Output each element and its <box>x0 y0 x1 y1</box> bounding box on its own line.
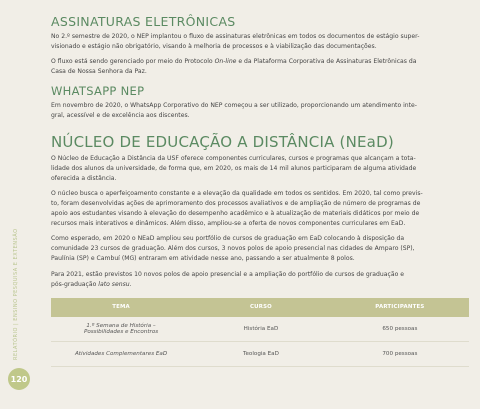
table-row <box>51 341 469 366</box>
paragraph-whatsapp: Em novembro de 2020, o WhatsApp Corporativo do NEP começou a ser utilizado, proporcionando um atendimento inte- gral, acessível e de excelência aos discentes. <box>51 102 418 120</box>
header-tema: TEMA <box>51 298 191 317</box>
heading-nead: NÚCLEO DE EDUCAÇÃO A DISTÂNCIA (NEaD) <box>51 132 394 151</box>
main-content <box>51 14 469 367</box>
paragraph-nead-4: Para 2021, estão previstos 10 novos polos de apoio presencial e a ampliação do portfólio de cursos de graduação e pós-graduação lato sensu. <box>51 270 405 288</box>
table-row <box>51 317 469 342</box>
cell-tema: Atividades Complementares EaD <box>51 341 191 366</box>
paragraph-assinaturas-1: No 2.º semestre de 2020, o NEP implantou o fluxo de assinaturas eletrônicas em todos os documentos de estágio super- visionado e estágio não obrigatório, visando à melhoria de processos e à viabilização das documentações. <box>51 33 420 51</box>
cell-participantes: 700 pessoas <box>331 341 469 366</box>
page-number-badge: 120 <box>8 368 30 390</box>
cell-curso: História EaD <box>191 317 331 342</box>
header-curso: CURSO <box>191 298 331 317</box>
heading-whatsapp: WHATSAPP NEP <box>51 84 145 99</box>
paragraph-nead-2: O núcleo busca o aperfeiçoamento constante e a elevação da qualidade em todos os sentidos. Em 2020, tal como previs- to, foram desenvolvidas ações de aprimoramento dos processos avaliativos e de ampliação de número de programas de apoio aos estudantes visando à elevação do desempenho acadêmico e à atualização de materiais didáticos por meio de recursos mais interativos e dinâmicos. Além disso, ampliou-se a oferta de novos componentes curriculares em EaD. <box>51 189 423 228</box>
paragraph-nead-1: O Núcleo de Educação a Distância da USF oferece componentes curriculares, cursos e programas que alcançam a tota- lidade dos alunos da universidade, de forma que, em 2020, os mais de 14 mil alunos participaram de alguma atividade oferecida a distância. <box>51 154 417 182</box>
side-running-label: RELATÓRIO | ENSINO PESQUISA E EXTENSÃO <box>13 228 19 360</box>
header-participantes: PARTICIPANTES <box>331 298 469 317</box>
paragraph-assinaturas-2: O fluxo está sendo gerenciado por meio do Protocolo On-line e da Plataforma Corporativa de Assinaturas Eletrônicas da Casa de Nossa Senhora da Paz. <box>51 58 417 76</box>
cell-participantes: 650 pessoas <box>331 317 469 342</box>
paragraph-nead-3: Como esperado, em 2020 o NEaD ampliou seu portfólio de cursos de graduação em EaD colocando à disposição da comunidade 23 cursos de graduação. Além dos cursos, 3 novos polos de apoio presencial nas cidades de Amparo (SP), Paulínia (SP) e Cambuí (MG) entraram em atividade nesse ano, passando a ser atualmente 8 polos. <box>51 235 415 263</box>
cell-tema: 1.º Semana de História – Possibilidades e Encontros <box>51 317 191 342</box>
table-header-row <box>51 298 469 317</box>
events-table <box>51 298 469 367</box>
heading-assinaturas: ASSINATURAS ELETRÔNICAS <box>51 14 236 29</box>
cell-curso: Teologia EaD <box>191 341 331 366</box>
